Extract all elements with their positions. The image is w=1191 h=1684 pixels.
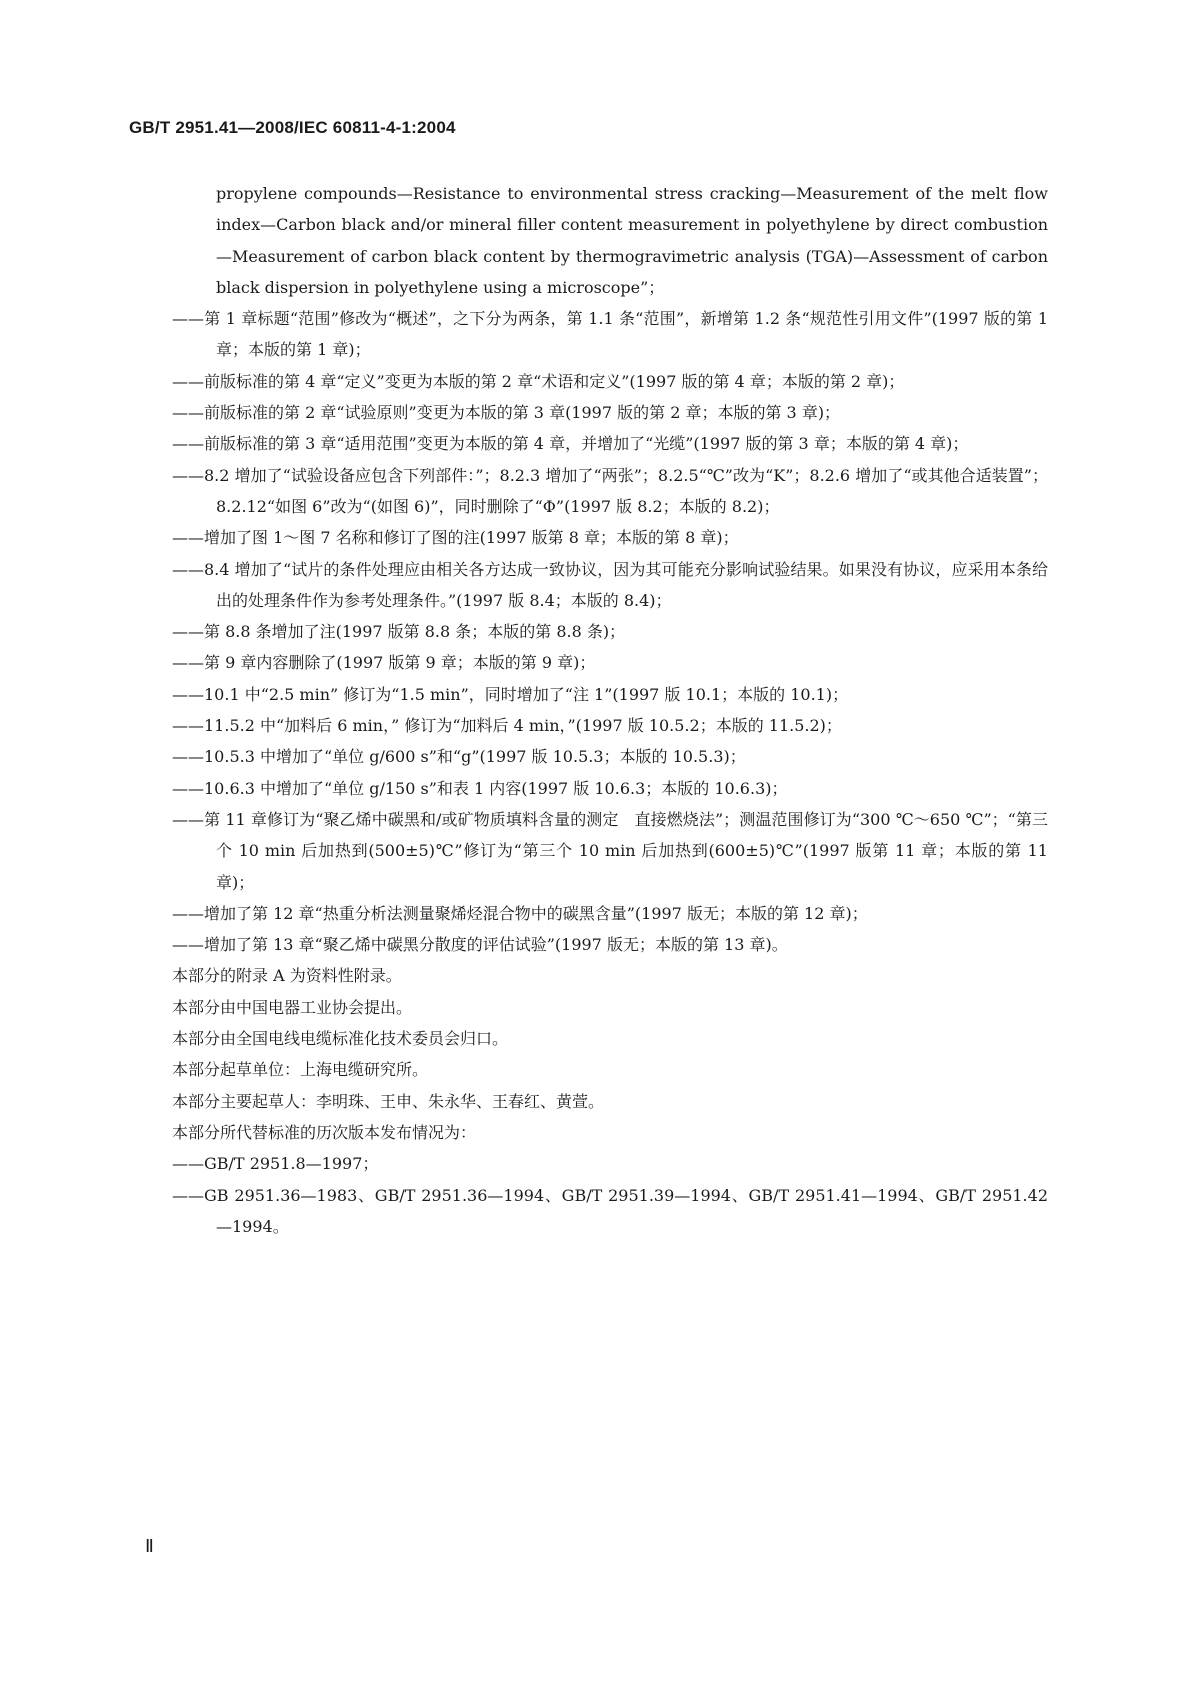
paragraph: 本部分的附录 A 为资料性附录。 — [172, 966, 402, 986]
change-item: ——10.6.3 中增加了“单位 g/150 s”和表 1 内容(1997 版 10.6.3；本版的 10.6.3)； — [172, 778, 788, 798]
change-item: ——增加了第 13 章“聚乙烯中碳黑分散度的评估试验”(1997 版无；本版的第 13 章)。 — [172, 935, 788, 955]
change-item: ——前版标准的第 3 章“适用范围”变更为本版的第 4 章，并增加了“光缆”(1997 版的第 3 章；本版的第 4 章)； — [172, 434, 969, 454]
change-item: ——第 1 章标题“范围”修改为“概述”，之下分为两条，第 1.1 条“范围”，新增第 1.2 条“规范性引用文件”(1997 版的第 1 章；本版的第 1 章)； — [172, 309, 1048, 360]
change-item: ——第 8.8 条增加了注(1997 版第 8.8 条；本版的第 8.8 条)； — [172, 622, 626, 642]
change-item: ——增加了图 1～图 7 名称和修订了图的注(1997 版第 8 章；本版的第 8 章)； — [172, 528, 739, 548]
document-header: GB/T 2951.41—2008/IEC 60811-4-1:2004 — [129, 118, 456, 137]
change-item: ——8.4 增加了“试片的条件处理应由相关各方达成一致协议，因为其可能充分影响试验结果。如果没有协议，应采用本条给出的处理条件作为参考处理条件。”(1997 版 8.4；本版的 8.4)； — [172, 559, 1048, 610]
change-item: ——增加了第 12 章“热重分析法测量聚烯烃混合物中的碳黑含量”(1997 版无；本版的第 12 章)； — [172, 903, 868, 923]
change-item: ——前版标准的第 2 章“试验原则”变更为本版的第 3 章(1997 版的第 2 章；本版的第 3 章)； — [172, 403, 841, 423]
change-item: ——第 9 章内容删除了(1997 版第 9 章；本版的第 9 章)； — [172, 653, 596, 673]
change-item: ——第 11 章修订为“聚乙烯中碳黑和/或矿物质填料含量的测定 直接燃烧法”；测温范围修订为“300 ℃～650 ℃”；“第三个 10 min 后加热到(500±5)℃”修订为“第三个 10 min 后加热到(600±5)℃”(1997 版第 11 章；本版的第 11 章)； — [172, 809, 1048, 892]
document-body — [172, 178, 1048, 1242]
history-item: ——GB 2951.36—1983、GB/T 2951.36—1994、GB/T 2951.39—1994、GB/T 2951.41—1994、GB/T 2951.42—1994。 — [172, 1185, 1048, 1236]
change-item: ——10.5.3 中增加了“单位 g/600 s”和“g”(1997 版 10.5.3；本版的 10.5.3)； — [172, 747, 746, 767]
change-item: ——8.2 增加了“试验设备应包含下列部件：”；8.2.3 增加了“两张”；8.2.5“℃”改为“K”；8.2.6 增加了“或其他合适装置”；8.2.12“如图 6”改为“(如图 6)”，同时删除了“Φ”(1997 版 8.2；本版的 8.2)； — [172, 465, 1048, 516]
history-item: ——GB/T 2951.8—1997； — [172, 1154, 379, 1174]
paragraph: 本部分起草单位：上海电缆研究所。 — [172, 1060, 429, 1080]
continued-list-item: propylene compounds—Resistance to environmental stress cracking—Measurement of the melt flow index—Carbon black and/or mineral filler content measurement in polyethylene by direct combustion—Measurement of carbon black content by thermogravimetric analysis (TGA)—Assessment of carbon black dispersion in polyethylene using a microscope”； — [216, 184, 1048, 297]
change-item: ——11.5.2 中“加料后 6 min，” 修订为“加料后 4 min，”(1997 版 10.5.2；本版的 11.5.2)； — [172, 716, 842, 736]
paragraph: 本部分由全国电线电缆标准化技术委员会归口。 — [172, 1029, 509, 1049]
page-number: Ⅱ — [145, 1536, 154, 1556]
paragraph: 本部分由中国电器工业协会提出。 — [172, 997, 413, 1017]
change-item: ——前版标准的第 4 章“定义”变更为本版的第 2 章“术语和定义”(1997 版的第 4 章；本版的第 2 章)； — [172, 371, 905, 391]
paragraph: 本部分所代替标准的历次版本发布情况为： — [172, 1122, 477, 1142]
paragraph: 本部分主要起草人：李明珠、王申、朱永华、王春红、黄萱。 — [172, 1091, 605, 1111]
change-item: ——10.1 中“2.5 min” 修订为“1.5 min”，同时增加了“注 1”(1997 版 10.1；本版的 10.1)； — [172, 684, 849, 704]
